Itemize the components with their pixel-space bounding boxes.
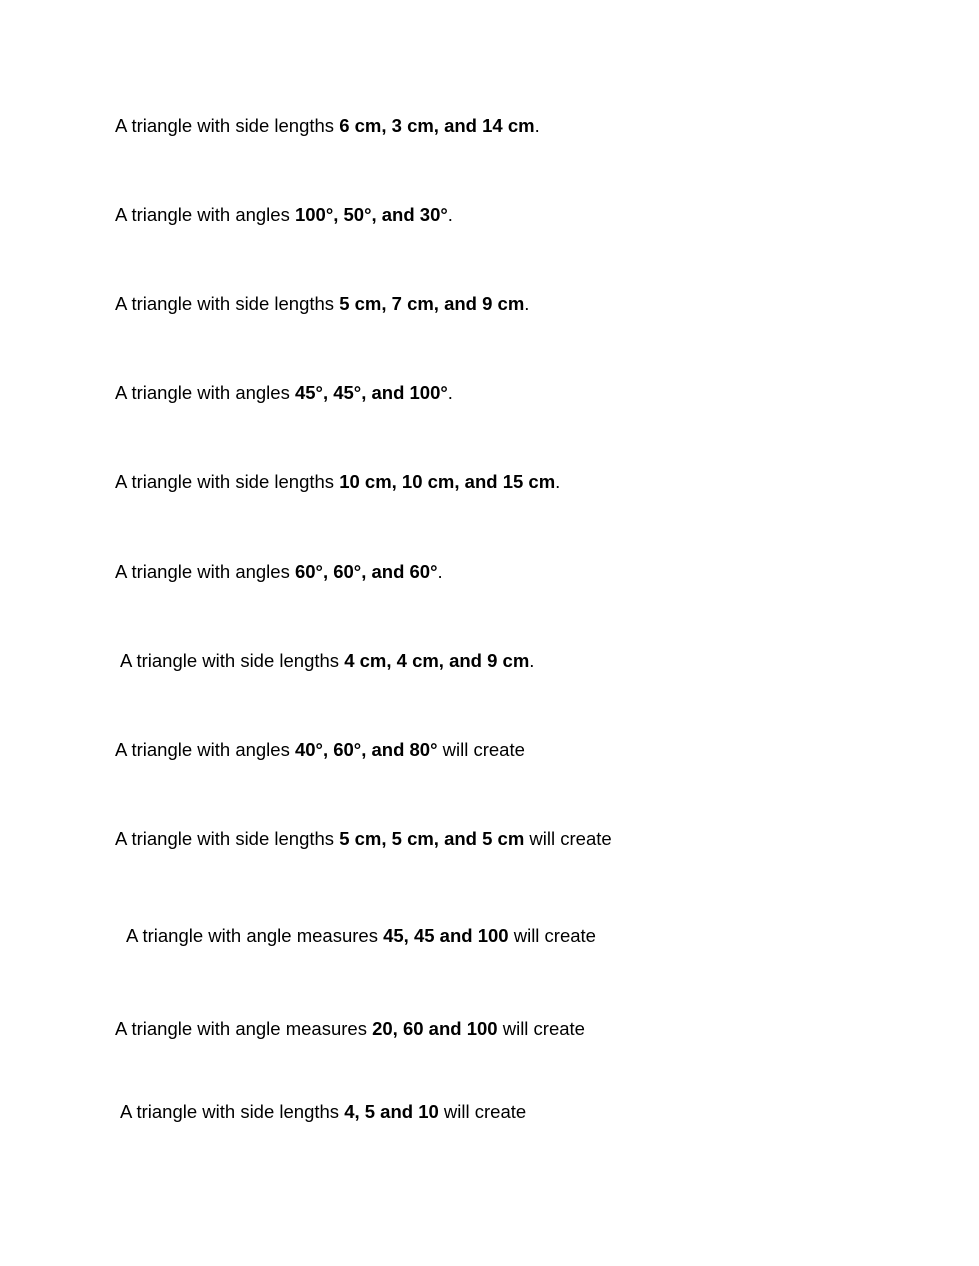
- prompt-values: 45, 45 and 100: [383, 925, 509, 946]
- prompt-suffix: will create: [438, 1101, 527, 1122]
- prompt-suffix: .: [437, 561, 443, 582]
- prompt-suffix: .: [447, 382, 453, 403]
- prompt-suffix: will create: [508, 925, 596, 946]
- prompt-line: [115, 292, 529, 316]
- prompt-values: 5 cm, 7 cm, and 9 cm: [339, 293, 525, 314]
- prompt-suffix: will create: [437, 739, 525, 760]
- prompt-values: 4, 5 and 10: [344, 1101, 439, 1122]
- prompt-text: A triangle with side lengths: [115, 293, 340, 314]
- prompt-values: 100°, 50°, and 30°: [294, 204, 448, 225]
- prompt-text: A triangle with angle measures: [115, 1018, 373, 1039]
- prompt-text: A triangle with angles: [115, 739, 295, 760]
- prompt-suffix: .: [524, 293, 530, 314]
- prompt-line: [115, 1017, 585, 1041]
- prompt-values: 20, 60 and 100: [372, 1018, 498, 1039]
- prompt-line: [115, 560, 443, 584]
- prompt-text: A triangle with angles: [115, 382, 295, 403]
- prompt-suffix: will create: [497, 1018, 585, 1039]
- prompt-text: A triangle with angles: [115, 204, 295, 225]
- prompt-line: [120, 649, 534, 673]
- prompt-line: [126, 924, 596, 948]
- prompt-line: [115, 470, 560, 494]
- prompt-values: 60°, 60°, and 60°: [294, 561, 438, 582]
- prompt-line: [120, 1100, 526, 1124]
- prompt-line: [115, 203, 453, 227]
- prompt-values: 4 cm, 4 cm, and 9 cm: [344, 650, 530, 671]
- prompt-suffix: .: [555, 471, 561, 492]
- prompt-text: A triangle with angle measures: [126, 925, 384, 946]
- prompt-text: A triangle with side lengths: [115, 471, 340, 492]
- prompt-suffix: will create: [524, 828, 612, 849]
- prompt-line: [115, 381, 453, 405]
- prompt-line: [115, 114, 540, 138]
- prompt-line: [115, 827, 612, 851]
- prompt-suffix: .: [529, 650, 535, 671]
- prompt-values: 40°, 60°, and 80°: [294, 739, 438, 760]
- prompt-suffix: .: [534, 115, 540, 136]
- prompt-text: A triangle with side lengths: [120, 650, 345, 671]
- prompt-values: 45°, 45°, and 100°: [294, 382, 448, 403]
- prompt-line: [115, 738, 525, 762]
- prompt-text: A triangle with angles: [115, 561, 295, 582]
- prompt-values: 6 cm, 3 cm, and 14 cm: [339, 115, 535, 136]
- prompt-suffix: .: [447, 204, 453, 225]
- prompt-text: A triangle with side lengths: [115, 115, 340, 136]
- prompt-text: A triangle with side lengths: [120, 1101, 345, 1122]
- prompt-text: A triangle with side lengths: [115, 828, 340, 849]
- prompt-values: 10 cm, 10 cm, and 15 cm: [339, 471, 556, 492]
- prompt-values: 5 cm, 5 cm, and 5 cm: [339, 828, 525, 849]
